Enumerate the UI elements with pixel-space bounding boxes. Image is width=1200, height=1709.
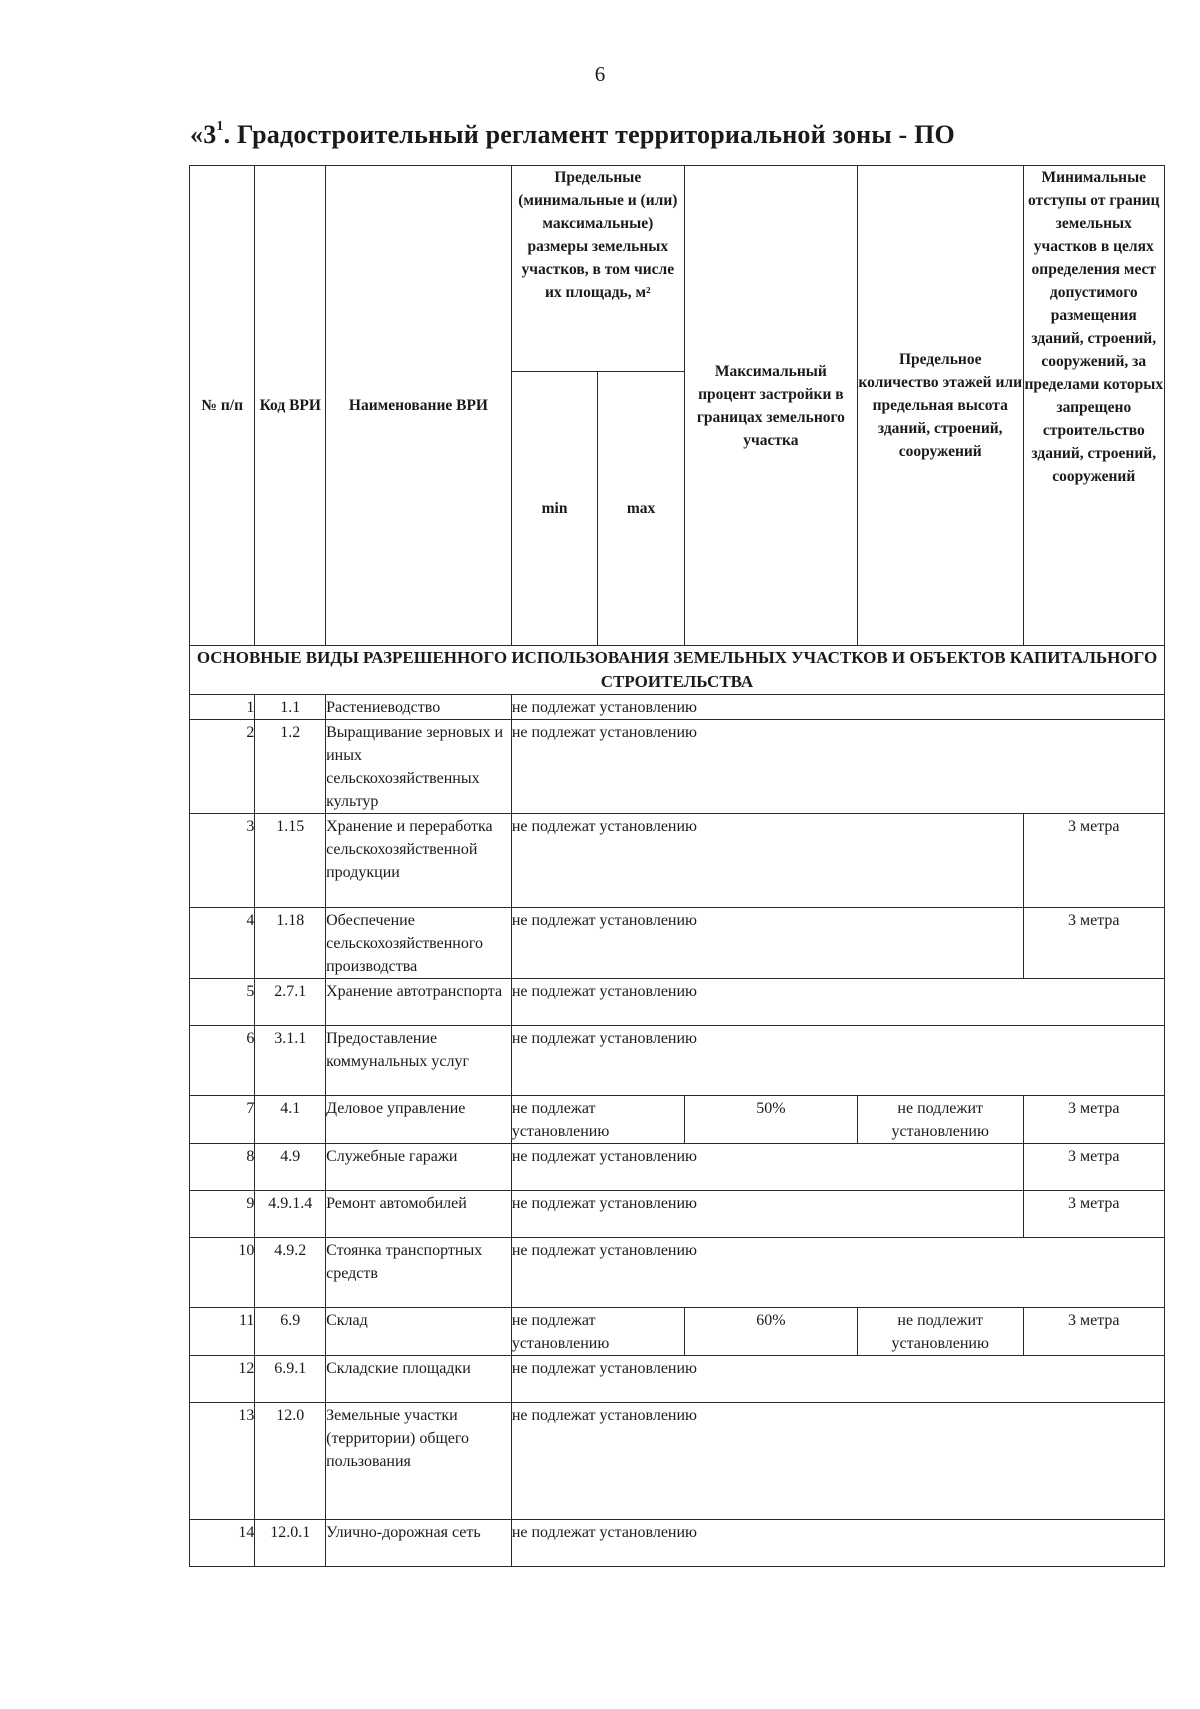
row-name: Улично-дорожная сеть (326, 1520, 512, 1567)
row-num: 14 (190, 1520, 255, 1567)
row-name: Выращивание зерновых и иных сельскохозяйственных культур (326, 720, 512, 814)
row-name: Растениеводство (326, 695, 512, 720)
row-indent: 3 метра (1023, 814, 1164, 908)
title-prefix: «3 (190, 120, 217, 149)
row-value: не подлежат установлению (511, 1144, 1023, 1191)
row-code: 4.9.2 (255, 1238, 326, 1308)
row-name: Склад (326, 1308, 512, 1356)
header-code: Код ВРИ (255, 166, 326, 646)
row-num: 4 (190, 908, 255, 979)
header-height: Предельное количество этажей или предельная высота зданий, строений, сооружений (857, 166, 1023, 646)
row-value: не подлежат установлению (511, 1026, 1164, 1096)
header-num: № п/п (190, 166, 255, 646)
table-row (190, 979, 1165, 1026)
row-name: Складские площадки (326, 1356, 512, 1403)
header-name: Наименование ВРИ (326, 166, 512, 646)
row-name: Обеспечение сельскохозяйственного производства (326, 908, 512, 979)
row-value: не подлежат установлению (511, 1191, 1023, 1238)
row-code: 12.0 (255, 1403, 326, 1520)
header-area-max: max (598, 372, 685, 646)
row-name: Деловое управление (326, 1096, 512, 1144)
row-num: 8 (190, 1144, 255, 1191)
row-code: 2.7.1 (255, 979, 326, 1026)
page-number: 6 (594, 62, 606, 86)
row-code: 6.9 (255, 1308, 326, 1356)
row-name: Ремонт автомобилей (326, 1191, 512, 1238)
title-text: . Градостроительный регламент территориальной зоны - ПО (223, 120, 955, 149)
row-code: 3.1.1 (255, 1026, 326, 1096)
row-height: не подлежит установлению (857, 1308, 1023, 1356)
row-name: Хранение автотранспорта (326, 979, 512, 1026)
row-name: Предоставление коммунальных услуг (326, 1026, 512, 1096)
row-name: Земельные участки (территории) общего пользования (326, 1403, 512, 1520)
row-code: 12.0.1 (255, 1520, 326, 1567)
row-num: 10 (190, 1238, 255, 1308)
header-area-min: min (511, 372, 598, 646)
row-code: 1.18 (255, 908, 326, 979)
row-code: 4.9.1.4 (255, 1191, 326, 1238)
row-value: не подлежат установлению (511, 1096, 684, 1144)
row-percent: 60% (684, 1308, 857, 1356)
table-row (190, 695, 1165, 720)
row-code: 4.1 (255, 1096, 326, 1144)
row-indent: 3 метра (1023, 1308, 1164, 1356)
row-value: не подлежат установлению (511, 1403, 1164, 1520)
row-num: 3 (190, 814, 255, 908)
row-indent: 3 метра (1023, 1144, 1164, 1191)
title-superscript: 1 (216, 119, 224, 135)
table-row (190, 1356, 1165, 1403)
row-name: Хранение и переработка сельскохозяйственной продукции (326, 814, 512, 908)
row-code: 1.2 (255, 720, 326, 814)
row-height: не подлежит установлению (857, 1096, 1023, 1144)
row-num: 9 (190, 1191, 255, 1238)
header-area: Предельные (минимальные и (или) максимальные) размеры земельных участков, в том числе их площадь, м² (511, 166, 684, 372)
table-row (190, 1026, 1165, 1096)
row-name: Служебные гаражи (326, 1144, 512, 1191)
table-row (190, 720, 1165, 814)
row-code: 1.1 (255, 695, 326, 720)
row-value: не подлежат установлению (511, 908, 1023, 979)
table-row (190, 814, 1165, 908)
row-num: 11 (190, 1308, 255, 1356)
row-num: 5 (190, 979, 255, 1026)
table-row (190, 908, 1165, 979)
row-num: 6 (190, 1026, 255, 1096)
row-percent: 50% (684, 1096, 857, 1144)
row-indent: 3 метра (1023, 1191, 1164, 1238)
row-value: не подлежат установлению (511, 720, 1164, 814)
row-num: 1 (190, 695, 255, 720)
row-value: не подлежат установлению (511, 695, 1164, 720)
regulation-table (189, 165, 1165, 1567)
row-value: не подлежат установлению (511, 1356, 1164, 1403)
row-value: не подлежат установлению (511, 1238, 1164, 1308)
table-row (190, 1308, 1165, 1356)
row-value: не подлежат установлению (511, 1308, 684, 1356)
header-indent: Минимальные отступы от границ земельных участков в целях определения мест допустимого размещения зданий, строений, сооружений, за пределами которых запрещено строительство зданий, строений, сооружений (1023, 166, 1164, 646)
row-num: 12 (190, 1356, 255, 1403)
table-row (190, 1403, 1165, 1520)
row-value: не подлежат установлению (511, 1520, 1164, 1567)
row-num: 2 (190, 720, 255, 814)
row-code: 4.9 (255, 1144, 326, 1191)
row-value: не подлежат установлению (511, 979, 1164, 1026)
header-percent: Максимальный процент застройки в границах земельного участка (684, 166, 857, 646)
table-row (190, 1096, 1165, 1144)
table-row (190, 1191, 1165, 1238)
table-row (190, 1520, 1165, 1567)
row-num: 7 (190, 1096, 255, 1144)
row-name: Стоянка транспортных средств (326, 1238, 512, 1308)
table-row (190, 1238, 1165, 1308)
table-row (190, 1144, 1165, 1191)
row-value: не подлежат установлению (511, 814, 1023, 908)
row-code: 1.15 (255, 814, 326, 908)
row-indent: 3 метра (1023, 908, 1164, 979)
row-num: 13 (190, 1403, 255, 1520)
section-heading: ОСНОВНЫЕ ВИДЫ РАЗРЕШЕННОГО ИСПОЛЬЗОВАНИЯ ЗЕМЕЛЬНЫХ УЧАСТКОВ И ОБЪЕКТОВ КАПИТАЛЬНОГО СТРОИТЕЛЬСТВА (190, 646, 1165, 695)
row-code: 6.9.1 (255, 1356, 326, 1403)
row-indent: 3 метра (1023, 1096, 1164, 1144)
document-title (190, 120, 1090, 150)
